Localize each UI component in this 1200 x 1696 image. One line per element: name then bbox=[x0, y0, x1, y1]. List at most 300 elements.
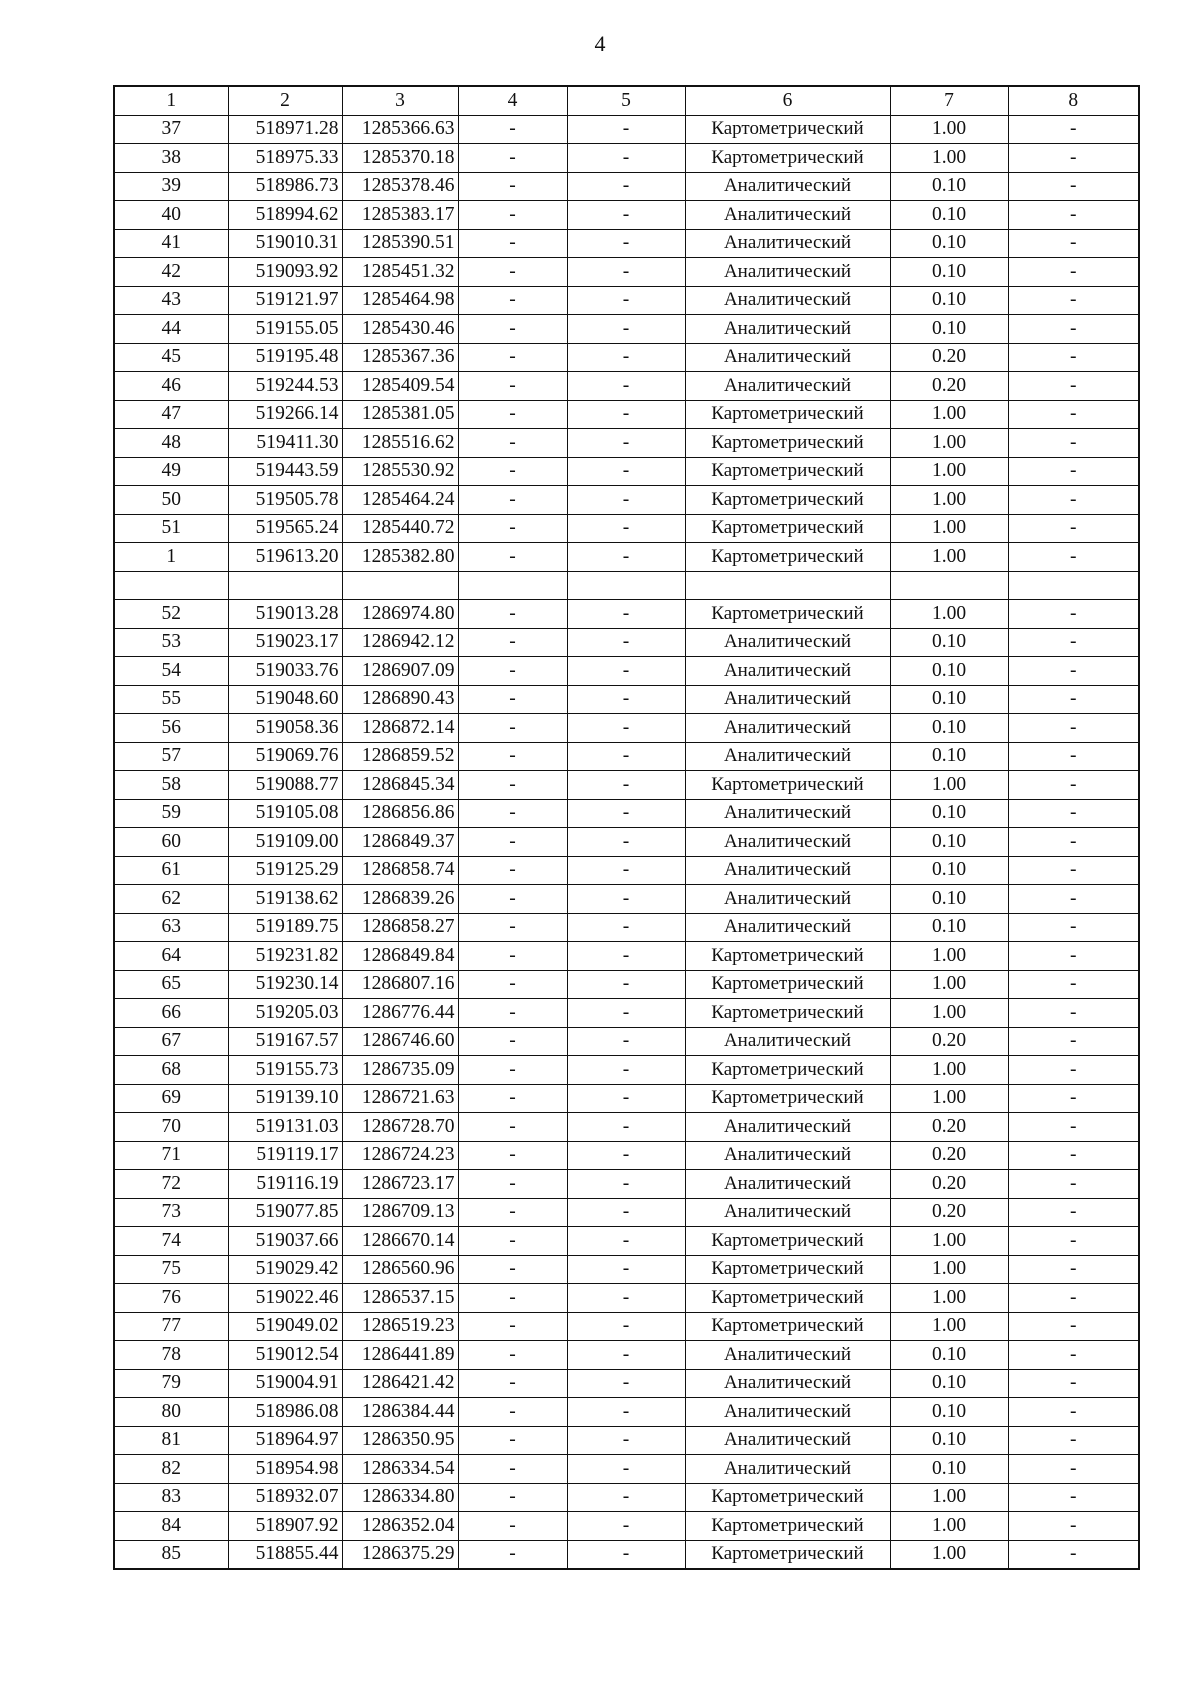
point-number-cell: 49 bbox=[114, 457, 228, 486]
x-coordinate-cell: 519088.77 bbox=[228, 771, 342, 800]
x-coordinate-cell: 519023.17 bbox=[228, 628, 342, 657]
column-header: 2 bbox=[228, 86, 342, 115]
x-coordinate-cell: 518986.08 bbox=[228, 1398, 342, 1427]
accuracy-cell: 0.10 bbox=[890, 201, 1008, 230]
column-4-cell: - bbox=[458, 400, 567, 429]
column-8-cell: - bbox=[1008, 685, 1139, 714]
y-coordinate-cell: 1286375.29 bbox=[342, 1540, 458, 1569]
column-4-cell: - bbox=[458, 1341, 567, 1370]
y-coordinate-cell: 1286334.54 bbox=[342, 1455, 458, 1484]
accuracy-cell: 1.00 bbox=[890, 429, 1008, 458]
method-cell: Картометрический bbox=[685, 1255, 890, 1284]
x-coordinate-cell: 519505.78 bbox=[228, 486, 342, 515]
column-5-cell: - bbox=[567, 856, 685, 885]
table-row bbox=[114, 429, 1139, 458]
table-row bbox=[114, 486, 1139, 515]
y-coordinate-cell: 1286776.44 bbox=[342, 999, 458, 1028]
column-5-cell: - bbox=[567, 742, 685, 771]
column-5-cell: - bbox=[567, 999, 685, 1028]
method-cell: Картометрический bbox=[685, 144, 890, 173]
method-cell: Картометрический bbox=[685, 514, 890, 543]
column-8-cell: - bbox=[1008, 1483, 1139, 1512]
y-coordinate-cell: 1286724.23 bbox=[342, 1141, 458, 1170]
column-5-cell: - bbox=[567, 714, 685, 743]
column-8-cell: - bbox=[1008, 1113, 1139, 1142]
column-5-cell: - bbox=[567, 1540, 685, 1569]
y-coordinate-cell: 1286746.60 bbox=[342, 1027, 458, 1056]
point-number-cell: 76 bbox=[114, 1284, 228, 1313]
x-coordinate-cell: 519139.10 bbox=[228, 1084, 342, 1113]
y-coordinate-cell: 1286807.16 bbox=[342, 970, 458, 999]
point-number-cell: 55 bbox=[114, 685, 228, 714]
point-number-cell: 56 bbox=[114, 714, 228, 743]
y-coordinate-cell: 1285464.24 bbox=[342, 486, 458, 515]
column-4-cell: - bbox=[458, 942, 567, 971]
table-row bbox=[114, 742, 1139, 771]
y-coordinate-cell: 1286728.70 bbox=[342, 1113, 458, 1142]
column-4-cell: - bbox=[458, 343, 567, 372]
column-4-cell: - bbox=[458, 856, 567, 885]
accuracy-cell: 0.10 bbox=[890, 828, 1008, 857]
column-8-cell: - bbox=[1008, 429, 1139, 458]
table-row bbox=[114, 144, 1139, 173]
point-number-cell: 48 bbox=[114, 429, 228, 458]
column-8-cell: - bbox=[1008, 172, 1139, 201]
table-row bbox=[114, 1540, 1139, 1569]
method-cell: Аналитический bbox=[685, 315, 890, 344]
point-number-cell: 83 bbox=[114, 1483, 228, 1512]
column-4-cell: - bbox=[458, 685, 567, 714]
point-number-cell: 70 bbox=[114, 1113, 228, 1142]
x-coordinate-cell: 519167.57 bbox=[228, 1027, 342, 1056]
column-5-cell: - bbox=[567, 1170, 685, 1199]
point-number-cell: 39 bbox=[114, 172, 228, 201]
column-4-cell: - bbox=[458, 457, 567, 486]
column-8-cell: - bbox=[1008, 201, 1139, 230]
table-row bbox=[114, 828, 1139, 857]
y-coordinate-cell: 1286845.34 bbox=[342, 771, 458, 800]
column-8-cell: - bbox=[1008, 115, 1139, 144]
x-coordinate-cell: 519121.97 bbox=[228, 286, 342, 315]
method-cell: Картометрический bbox=[685, 1227, 890, 1256]
table-row-blank bbox=[114, 571, 1139, 600]
point-number-cell: 74 bbox=[114, 1227, 228, 1256]
column-4-cell: - bbox=[458, 1426, 567, 1455]
x-coordinate-cell: 519048.60 bbox=[228, 685, 342, 714]
column-4-cell: - bbox=[458, 315, 567, 344]
column-4-cell: - bbox=[458, 828, 567, 857]
point-number-cell: 80 bbox=[114, 1398, 228, 1427]
column-5-cell: - bbox=[567, 1027, 685, 1056]
column-8-cell: - bbox=[1008, 400, 1139, 429]
x-coordinate-cell: 519013.28 bbox=[228, 600, 342, 629]
table-row bbox=[114, 1369, 1139, 1398]
point-number-cell: 81 bbox=[114, 1426, 228, 1455]
column-4-cell bbox=[458, 571, 567, 600]
table-row bbox=[114, 885, 1139, 914]
point-number-cell: 53 bbox=[114, 628, 228, 657]
x-coordinate-cell: 519012.54 bbox=[228, 1341, 342, 1370]
column-8-cell: - bbox=[1008, 1170, 1139, 1199]
x-coordinate-cell: 519049.02 bbox=[228, 1312, 342, 1341]
column-header: 3 bbox=[342, 86, 458, 115]
column-8-cell: - bbox=[1008, 514, 1139, 543]
y-coordinate-cell: 1285378.46 bbox=[342, 172, 458, 201]
method-cell: Аналитический bbox=[685, 1198, 890, 1227]
accuracy-cell: 1.00 bbox=[890, 115, 1008, 144]
table-row bbox=[114, 315, 1139, 344]
point-number-cell: 62 bbox=[114, 885, 228, 914]
y-coordinate-cell: 1286859.52 bbox=[342, 742, 458, 771]
column-4-cell: - bbox=[458, 1255, 567, 1284]
column-8-cell: - bbox=[1008, 1512, 1139, 1541]
accuracy-cell: 1.00 bbox=[890, 771, 1008, 800]
point-number-cell: 43 bbox=[114, 286, 228, 315]
accuracy-cell: 0.10 bbox=[890, 229, 1008, 258]
column-4-cell: - bbox=[458, 1084, 567, 1113]
method-cell: Аналитический bbox=[685, 885, 890, 914]
y-coordinate-cell: 1285370.18 bbox=[342, 144, 458, 173]
table-row bbox=[114, 628, 1139, 657]
x-coordinate-cell: 519077.85 bbox=[228, 1198, 342, 1227]
column-5-cell: - bbox=[567, 1113, 685, 1142]
column-8-cell: - bbox=[1008, 600, 1139, 629]
column-4-cell: - bbox=[458, 1056, 567, 1085]
point-number-cell: 75 bbox=[114, 1255, 228, 1284]
point-number-cell: 58 bbox=[114, 771, 228, 800]
point-number-cell: 50 bbox=[114, 486, 228, 515]
x-coordinate-cell: 519266.14 bbox=[228, 400, 342, 429]
column-8-cell: - bbox=[1008, 258, 1139, 287]
column-8-cell: - bbox=[1008, 799, 1139, 828]
point-number-cell: 78 bbox=[114, 1341, 228, 1370]
column-4-cell: - bbox=[458, 429, 567, 458]
table-header-row bbox=[114, 86, 1139, 115]
accuracy-cell: 1.00 bbox=[890, 543, 1008, 572]
column-5-cell: - bbox=[567, 1369, 685, 1398]
x-coordinate-cell: 519058.36 bbox=[228, 714, 342, 743]
column-4-cell: - bbox=[458, 286, 567, 315]
column-5-cell: - bbox=[567, 657, 685, 686]
column-5-cell: - bbox=[567, 1084, 685, 1113]
column-5-cell: - bbox=[567, 970, 685, 999]
table-row bbox=[114, 1113, 1139, 1142]
column-8-cell: - bbox=[1008, 1455, 1139, 1484]
y-coordinate-cell: 1286942.12 bbox=[342, 628, 458, 657]
column-8-cell: - bbox=[1008, 1284, 1139, 1313]
y-coordinate-cell: 1286537.15 bbox=[342, 1284, 458, 1313]
table-row bbox=[114, 714, 1139, 743]
point-number-cell: 44 bbox=[114, 315, 228, 344]
column-4-cell: - bbox=[458, 115, 567, 144]
column-5-cell: - bbox=[567, 885, 685, 914]
column-5-cell: - bbox=[567, 1455, 685, 1484]
table-row bbox=[114, 229, 1139, 258]
table-row bbox=[114, 201, 1139, 230]
column-8-cell: - bbox=[1008, 1255, 1139, 1284]
column-8-cell: - bbox=[1008, 315, 1139, 344]
point-number-cell: 61 bbox=[114, 856, 228, 885]
method-cell: Аналитический bbox=[685, 1027, 890, 1056]
table-row bbox=[114, 1255, 1139, 1284]
column-5-cell: - bbox=[567, 628, 685, 657]
accuracy-cell: 1.00 bbox=[890, 514, 1008, 543]
y-coordinate-cell: 1285451.32 bbox=[342, 258, 458, 287]
method-cell: Аналитический bbox=[685, 913, 890, 942]
method-cell: Аналитический bbox=[685, 258, 890, 287]
accuracy-cell: 0.10 bbox=[890, 799, 1008, 828]
column-5-cell: - bbox=[567, 343, 685, 372]
column-8-cell: - bbox=[1008, 657, 1139, 686]
y-coordinate-cell: 1286721.63 bbox=[342, 1084, 458, 1113]
column-5-cell: - bbox=[567, 1312, 685, 1341]
accuracy-cell: 1.00 bbox=[890, 457, 1008, 486]
y-coordinate-cell: 1286907.09 bbox=[342, 657, 458, 686]
column-5-cell: - bbox=[567, 229, 685, 258]
method-cell: Аналитический bbox=[685, 286, 890, 315]
column-5-cell: - bbox=[567, 486, 685, 515]
point-number-cell: 41 bbox=[114, 229, 228, 258]
accuracy-cell: 0.20 bbox=[890, 1113, 1008, 1142]
method-cell: Картометрический bbox=[685, 457, 890, 486]
column-4-cell: - bbox=[458, 999, 567, 1028]
x-coordinate-cell: 519004.91 bbox=[228, 1369, 342, 1398]
x-coordinate-cell: 519022.46 bbox=[228, 1284, 342, 1313]
column-8-cell: - bbox=[1008, 828, 1139, 857]
method-cell: Аналитический bbox=[685, 685, 890, 714]
method-cell: Аналитический bbox=[685, 229, 890, 258]
y-coordinate-cell: 1286560.96 bbox=[342, 1255, 458, 1284]
column-8-cell bbox=[1008, 571, 1139, 600]
accuracy-cell: 1.00 bbox=[890, 1284, 1008, 1313]
accuracy-cell: 0.20 bbox=[890, 343, 1008, 372]
column-4-cell: - bbox=[458, 543, 567, 572]
x-coordinate-cell: 519411.30 bbox=[228, 429, 342, 458]
column-5-cell: - bbox=[567, 172, 685, 201]
method-cell: Аналитический bbox=[685, 657, 890, 686]
method-cell: Аналитический bbox=[685, 828, 890, 857]
method-cell: Аналитический bbox=[685, 1398, 890, 1427]
y-coordinate-cell: 1286334.80 bbox=[342, 1483, 458, 1512]
method-cell: Картометрический bbox=[685, 999, 890, 1028]
column-4-cell: - bbox=[458, 258, 567, 287]
x-coordinate-cell: 519155.73 bbox=[228, 1056, 342, 1085]
accuracy-cell: 1.00 bbox=[890, 1312, 1008, 1341]
y-coordinate-cell: 1286709.13 bbox=[342, 1198, 458, 1227]
point-number-cell: 60 bbox=[114, 828, 228, 857]
x-coordinate-cell: 519565.24 bbox=[228, 514, 342, 543]
table-row bbox=[114, 856, 1139, 885]
column-4-cell: - bbox=[458, 799, 567, 828]
column-4-cell: - bbox=[458, 1312, 567, 1341]
table-row bbox=[114, 372, 1139, 401]
accuracy-cell: 1.00 bbox=[890, 1540, 1008, 1569]
table-row bbox=[114, 457, 1139, 486]
column-5-cell: - bbox=[567, 913, 685, 942]
point-number-cell: 82 bbox=[114, 1455, 228, 1484]
column-5-cell: - bbox=[567, 372, 685, 401]
y-coordinate-cell bbox=[342, 571, 458, 600]
point-number-cell: 85 bbox=[114, 1540, 228, 1569]
column-5-cell: - bbox=[567, 543, 685, 572]
column-4-cell: - bbox=[458, 714, 567, 743]
accuracy-cell: 1.00 bbox=[890, 1512, 1008, 1541]
x-coordinate-cell: 519029.42 bbox=[228, 1255, 342, 1284]
y-coordinate-cell: 1285390.51 bbox=[342, 229, 458, 258]
y-coordinate-cell: 1286856.86 bbox=[342, 799, 458, 828]
column-5-cell: - bbox=[567, 115, 685, 144]
accuracy-cell: 0.10 bbox=[890, 1426, 1008, 1455]
x-coordinate-cell: 518907.92 bbox=[228, 1512, 342, 1541]
accuracy-cell: 0.10 bbox=[890, 1369, 1008, 1398]
column-4-cell: - bbox=[458, 144, 567, 173]
column-4-cell: - bbox=[458, 1540, 567, 1569]
accuracy-cell: 0.10 bbox=[890, 742, 1008, 771]
x-coordinate-cell: 518954.98 bbox=[228, 1455, 342, 1484]
method-cell: Картометрический bbox=[685, 600, 890, 629]
accuracy-cell: 0.10 bbox=[890, 628, 1008, 657]
x-coordinate-cell: 519244.53 bbox=[228, 372, 342, 401]
x-coordinate-cell: 518975.33 bbox=[228, 144, 342, 173]
y-coordinate-cell: 1286890.43 bbox=[342, 685, 458, 714]
x-coordinate-cell: 519010.31 bbox=[228, 229, 342, 258]
x-coordinate-cell: 518964.97 bbox=[228, 1426, 342, 1455]
column-5-cell: - bbox=[567, 1227, 685, 1256]
column-5-cell: - bbox=[567, 600, 685, 629]
column-5-cell: - bbox=[567, 514, 685, 543]
point-number-cell: 1 bbox=[114, 543, 228, 572]
y-coordinate-cell: 1285430.46 bbox=[342, 315, 458, 344]
column-8-cell: - bbox=[1008, 1027, 1139, 1056]
method-cell bbox=[685, 571, 890, 600]
method-cell: Картометрический bbox=[685, 942, 890, 971]
column-5-cell: - bbox=[567, 1512, 685, 1541]
x-coordinate-cell: 518986.73 bbox=[228, 172, 342, 201]
accuracy-cell: 1.00 bbox=[890, 144, 1008, 173]
column-8-cell: - bbox=[1008, 913, 1139, 942]
table-row bbox=[114, 400, 1139, 429]
method-cell: Картометрический bbox=[685, 771, 890, 800]
method-cell: Аналитический bbox=[685, 1170, 890, 1199]
column-4-cell: - bbox=[458, 1170, 567, 1199]
column-4-cell: - bbox=[458, 514, 567, 543]
column-8-cell: - bbox=[1008, 856, 1139, 885]
method-cell: Картометрический bbox=[685, 400, 890, 429]
column-4-cell: - bbox=[458, 486, 567, 515]
accuracy-cell: 0.10 bbox=[890, 1455, 1008, 1484]
accuracy-cell: 0.10 bbox=[890, 913, 1008, 942]
table-row bbox=[114, 115, 1139, 144]
table-row bbox=[114, 1227, 1139, 1256]
table-row bbox=[114, 258, 1139, 287]
method-cell: Аналитический bbox=[685, 1141, 890, 1170]
table-row bbox=[114, 543, 1139, 572]
column-8-cell: - bbox=[1008, 742, 1139, 771]
accuracy-cell: 1.00 bbox=[890, 970, 1008, 999]
method-cell: Аналитический bbox=[685, 1455, 890, 1484]
method-cell: Аналитический bbox=[685, 1113, 890, 1142]
accuracy-cell: 0.10 bbox=[890, 286, 1008, 315]
y-coordinate-cell: 1286849.84 bbox=[342, 942, 458, 971]
column-4-cell: - bbox=[458, 885, 567, 914]
method-cell: Картометрический bbox=[685, 1312, 890, 1341]
column-4-cell: - bbox=[458, 1455, 567, 1484]
table-row bbox=[114, 970, 1139, 999]
point-number-cell: 67 bbox=[114, 1027, 228, 1056]
point-number-cell: 42 bbox=[114, 258, 228, 287]
y-coordinate-cell: 1286839.26 bbox=[342, 885, 458, 914]
x-coordinate-cell: 519443.59 bbox=[228, 457, 342, 486]
table-row bbox=[114, 1084, 1139, 1113]
column-5-cell: - bbox=[567, 1141, 685, 1170]
x-coordinate-cell: 519109.00 bbox=[228, 828, 342, 857]
accuracy-cell: 0.10 bbox=[890, 1398, 1008, 1427]
point-number-cell: 84 bbox=[114, 1512, 228, 1541]
accuracy-cell: 0.10 bbox=[890, 885, 1008, 914]
method-cell: Картометрический bbox=[685, 486, 890, 515]
method-cell: Картометрический bbox=[685, 543, 890, 572]
method-cell: Картометрический bbox=[685, 429, 890, 458]
table-row bbox=[114, 1027, 1139, 1056]
accuracy-cell: 1.00 bbox=[890, 1084, 1008, 1113]
column-header: 5 bbox=[567, 86, 685, 115]
accuracy-cell: 1.00 bbox=[890, 400, 1008, 429]
method-cell: Аналитический bbox=[685, 172, 890, 201]
y-coordinate-cell: 1285464.98 bbox=[342, 286, 458, 315]
column-8-cell: - bbox=[1008, 457, 1139, 486]
column-4-cell: - bbox=[458, 913, 567, 942]
column-8-cell: - bbox=[1008, 1312, 1139, 1341]
method-cell: Аналитический bbox=[685, 714, 890, 743]
method-cell: Картометрический bbox=[685, 970, 890, 999]
column-header: 4 bbox=[458, 86, 567, 115]
column-8-cell: - bbox=[1008, 1198, 1139, 1227]
y-coordinate-cell: 1286849.37 bbox=[342, 828, 458, 857]
column-8-cell: - bbox=[1008, 486, 1139, 515]
point-number-cell: 79 bbox=[114, 1369, 228, 1398]
method-cell: Картометрический bbox=[685, 115, 890, 144]
column-4-cell: - bbox=[458, 742, 567, 771]
column-5-cell: - bbox=[567, 258, 685, 287]
y-coordinate-cell: 1286441.89 bbox=[342, 1341, 458, 1370]
accuracy-cell: 1.00 bbox=[890, 486, 1008, 515]
column-8-cell: - bbox=[1008, 1341, 1139, 1370]
y-coordinate-cell: 1285382.80 bbox=[342, 543, 458, 572]
y-coordinate-cell: 1285381.05 bbox=[342, 400, 458, 429]
x-coordinate-cell: 518855.44 bbox=[228, 1540, 342, 1569]
method-cell: Картометрический bbox=[685, 1284, 890, 1313]
y-coordinate-cell: 1285366.63 bbox=[342, 115, 458, 144]
coordinates-table bbox=[113, 85, 1140, 1570]
column-5-cell: - bbox=[567, 771, 685, 800]
column-5-cell: - bbox=[567, 144, 685, 173]
accuracy-cell: 0.10 bbox=[890, 172, 1008, 201]
y-coordinate-cell: 1285530.92 bbox=[342, 457, 458, 486]
method-cell: Аналитический bbox=[685, 343, 890, 372]
accuracy-cell: 0.10 bbox=[890, 685, 1008, 714]
x-coordinate-cell: 519613.20 bbox=[228, 543, 342, 572]
column-8-cell: - bbox=[1008, 714, 1139, 743]
x-coordinate-cell: 519189.75 bbox=[228, 913, 342, 942]
column-4-cell: - bbox=[458, 372, 567, 401]
method-cell: Аналитический bbox=[685, 799, 890, 828]
accuracy-cell: 0.10 bbox=[890, 657, 1008, 686]
y-coordinate-cell: 1286350.95 bbox=[342, 1426, 458, 1455]
table-row bbox=[114, 942, 1139, 971]
accuracy-cell: 0.20 bbox=[890, 372, 1008, 401]
table-row bbox=[114, 343, 1139, 372]
x-coordinate-cell: 519093.92 bbox=[228, 258, 342, 287]
